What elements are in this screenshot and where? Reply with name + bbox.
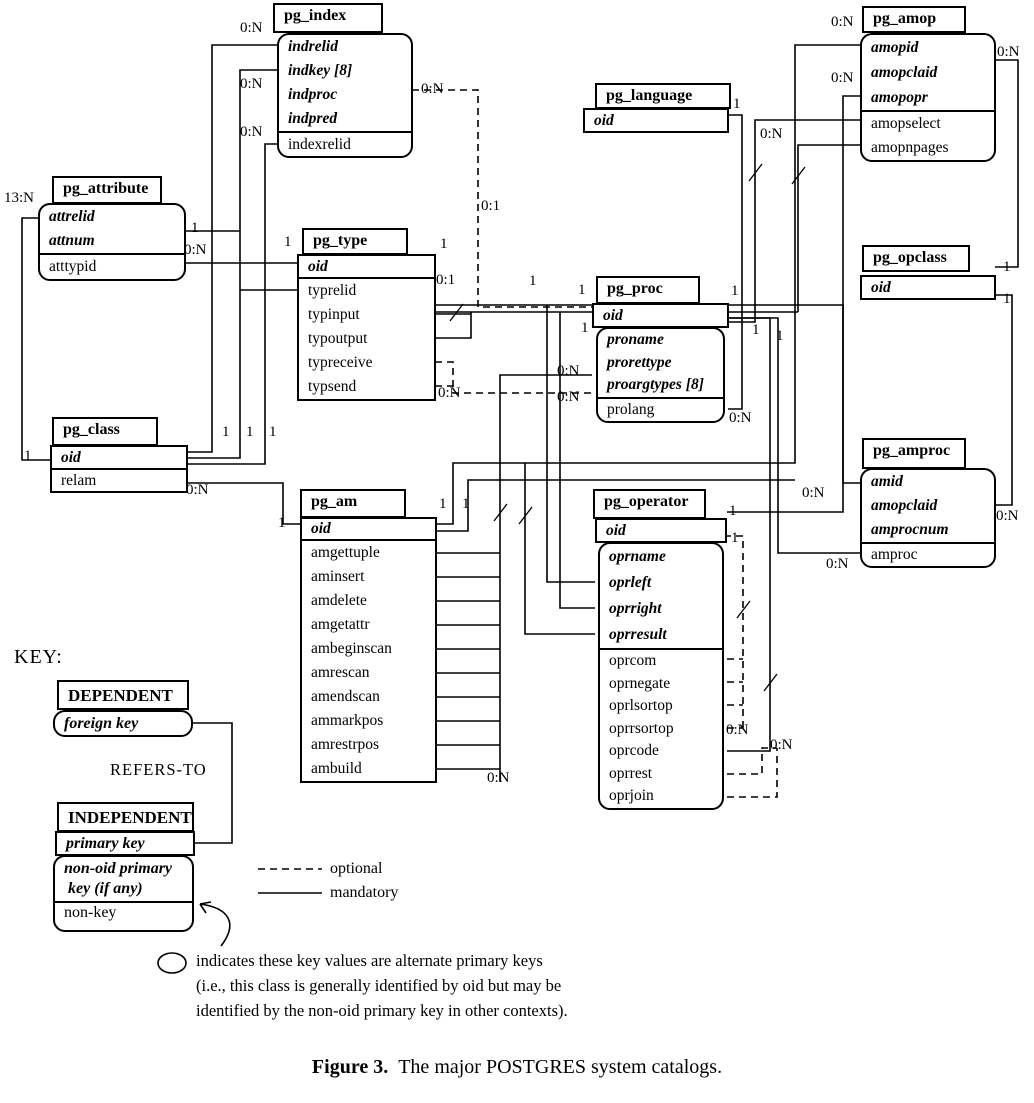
multiplicity-label: 1 [731, 530, 739, 546]
key-refers-to-label: REFERS-TO [110, 760, 207, 779]
multiplicity-label: 1 [1003, 291, 1011, 307]
multiplicity-label: 0:N [438, 385, 461, 401]
key-nonkey-label: non-key [55, 901, 192, 922]
multiplicity-label: 0:N [240, 76, 263, 92]
field-ambeginscan: ambeginscan [311, 640, 392, 657]
field-oprname: oprname [609, 548, 666, 565]
multiplicity-label: 0:N [421, 81, 444, 97]
oval-note-line1: indicates these key values are alternate primary keys [196, 951, 543, 970]
field-amendscan: amendscan [311, 688, 380, 705]
field-oprright: oprright [609, 600, 662, 617]
entity-title-pg-opclass: pg_opclass [862, 245, 970, 272]
multiplicity-label: 0:N [186, 482, 209, 498]
multiplicity-label: 1 [269, 424, 277, 440]
multiplicity-label: 0:N [487, 770, 510, 786]
multiplicity-label: 0:N [729, 410, 752, 426]
entity-title-pg-class: pg_class [52, 417, 158, 446]
multiplicity-label: 1 [278, 515, 286, 531]
multiplicity-label: 0:N [770, 737, 793, 753]
field-oprcode: oprcode [609, 742, 659, 759]
key-heading: KEY: [14, 646, 63, 668]
multiplicity-label: 1 [24, 448, 32, 464]
field-oprleft: oprleft [609, 574, 652, 591]
field-attnum: attnum [49, 232, 95, 249]
legend-optional-label: optional [330, 860, 383, 877]
field-language-oid: oid [594, 112, 614, 129]
field-amproc-amopclaid: amopclaid [871, 497, 938, 514]
field-proargtypes: proargtypes [8] [607, 376, 704, 393]
multiplicity-label: 1 [439, 496, 447, 512]
multiplicity-label: 1 [440, 236, 448, 252]
entity-title-pg-amop: pg_amop [862, 6, 966, 33]
field-indkey: indkey [8] [288, 62, 353, 79]
key-independent-box: INDEPENDENT [57, 802, 194, 832]
field-relam: relam [61, 472, 97, 489]
field-typinput: typinput [308, 306, 360, 323]
field-oprjoin: oprjoin [609, 787, 654, 804]
field-prorettype: prorettype [607, 353, 672, 371]
field-amopid: amopid [871, 39, 919, 56]
multiplicity-label: 0:N [240, 124, 263, 140]
field-oprcom: oprcom [609, 652, 657, 669]
key-nonoid-line2: key (if any) [68, 880, 143, 897]
field-indpred: indpred [288, 110, 338, 127]
multiplicity-label: 13:N [4, 190, 34, 206]
field-amgettuple: amgettuple [311, 544, 380, 561]
field-class-oid: oid [61, 449, 81, 466]
field-amgetattr: amgetattr [311, 616, 370, 633]
field-operator-oid: oid [606, 522, 626, 539]
entity-title-pg-index: pg_index [273, 3, 383, 33]
field-proc-oid: oid [603, 307, 623, 324]
field-indrelid: indrelid [288, 38, 338, 55]
field-typsend: typsend [308, 378, 357, 395]
field-oprresult: oprresult [609, 626, 667, 643]
multiplicity-label: 1 [1003, 259, 1011, 275]
field-amopnpages: amopnpages [871, 139, 949, 156]
multiplicity-label: 0:N [557, 363, 580, 379]
field-amdelete: amdelete [311, 592, 367, 609]
multiplicity-label: 1 [529, 273, 537, 289]
field-typrelid: typrelid [308, 282, 357, 299]
field-indexrelid: indexrelid [288, 136, 351, 153]
multiplicity-label: 0:N [557, 389, 580, 405]
legend-mandatory-label: mandatory [330, 884, 399, 901]
field-amproc: amproc [871, 546, 918, 563]
multiplicity-label: 1 [222, 424, 230, 440]
multiplicity-label: 0:N [831, 14, 854, 30]
multiplicity-label: 0:N [831, 70, 854, 86]
field-amopclaid: amopclaid [871, 64, 938, 81]
field-oprnegate: oprnegate [609, 674, 671, 692]
oval-note-line2: (i.e., this class is generally identified by oid but may be [196, 976, 562, 995]
figure-caption-label: Figure 3. [311, 1056, 389, 1078]
field-proname: proname [607, 331, 664, 348]
field-typreceive: typreceive [308, 354, 373, 371]
key-nonoid-line1: non-oid primary [64, 860, 173, 877]
multiplicity-label: 1 [284, 234, 292, 250]
multiplicity-label: 1 [752, 322, 760, 338]
multiplicity-label: 1 [733, 96, 741, 112]
multiplicity-label: 1 [191, 220, 199, 236]
oval-note-line3: identified by the non-oid primary key in other contexts). [196, 1001, 568, 1020]
field-atttypid: atttypid [49, 258, 97, 275]
multiplicity-label: 0:N [184, 242, 207, 258]
field-amrescan: amrescan [311, 664, 370, 681]
key-primary-key-box: primary key [55, 831, 195, 856]
multiplicity-label: 1 [729, 503, 737, 519]
field-am-oid: oid [311, 520, 331, 537]
key-dependent-box: DEPENDENT [57, 680, 189, 710]
field-aminsert: aminsert [311, 568, 365, 585]
multiplicity-label: 0:N [996, 508, 1019, 524]
figure-caption [0, 1056, 1034, 1079]
entity-title-pg-proc: pg_proc [596, 276, 700, 304]
field-prolang: prolang [607, 400, 655, 418]
entity-title-pg-operator: pg_operator [593, 489, 706, 519]
field-oprlsortop: oprlsortop [609, 697, 673, 714]
key-foreign-key-box: foreign key [53, 710, 193, 737]
entity-title-pg-type: pg_type [302, 228, 408, 255]
multiplicity-label: 0:N [760, 126, 783, 142]
multiplicity-label: 1 [776, 328, 784, 344]
entity-title-pg-language: pg_language [595, 83, 731, 109]
field-amid: amid [871, 473, 903, 490]
field-amopopr: amopopr [871, 89, 928, 106]
field-ambuild: ambuild [311, 760, 362, 777]
field-amprocnum: amprocnum [871, 521, 949, 538]
entity-title-pg-attribute: pg_attribute [52, 176, 162, 204]
multiplicity-label: 0:N [826, 556, 849, 572]
field-oprrsortop: oprrsortop [609, 719, 674, 737]
entity-title-pg-amproc: pg_amproc [862, 438, 966, 469]
field-ammarkpos: ammarkpos [311, 712, 384, 729]
field-amopselect: amopselect [871, 115, 941, 132]
multiplicity-label: 0:N [240, 20, 263, 36]
multiplicity-label: 0:N [802, 485, 825, 501]
field-type-oid: oid [308, 258, 328, 275]
multiplicity-label: 1 [246, 424, 254, 440]
figure-caption-text: The major POSTGRES system catalogs. [398, 1056, 723, 1078]
multiplicity-label: 0:1 [436, 272, 456, 288]
entity-title-pg-am: pg_am [300, 489, 406, 518]
key-nonoid-box [53, 855, 194, 932]
multiplicity-label: 1 [462, 496, 470, 512]
multiplicity-label: 1 [578, 282, 586, 298]
multiplicity-label: 0:N [726, 722, 749, 738]
multiplicity-label: 0:1 [481, 198, 501, 214]
field-oprrest: oprrest [609, 764, 653, 782]
multiplicity-label: 1 [581, 320, 589, 336]
field-attrelid: attrelid [49, 208, 95, 225]
multiplicity-label: 0:N [997, 44, 1020, 60]
field-indproc: indproc [288, 86, 338, 103]
multiplicity-label: 1 [731, 283, 739, 299]
field-typoutput: typoutput [308, 330, 368, 347]
field-amrestrpos: amrestrpos [311, 736, 380, 753]
field-opclass-oid: oid [871, 279, 891, 296]
